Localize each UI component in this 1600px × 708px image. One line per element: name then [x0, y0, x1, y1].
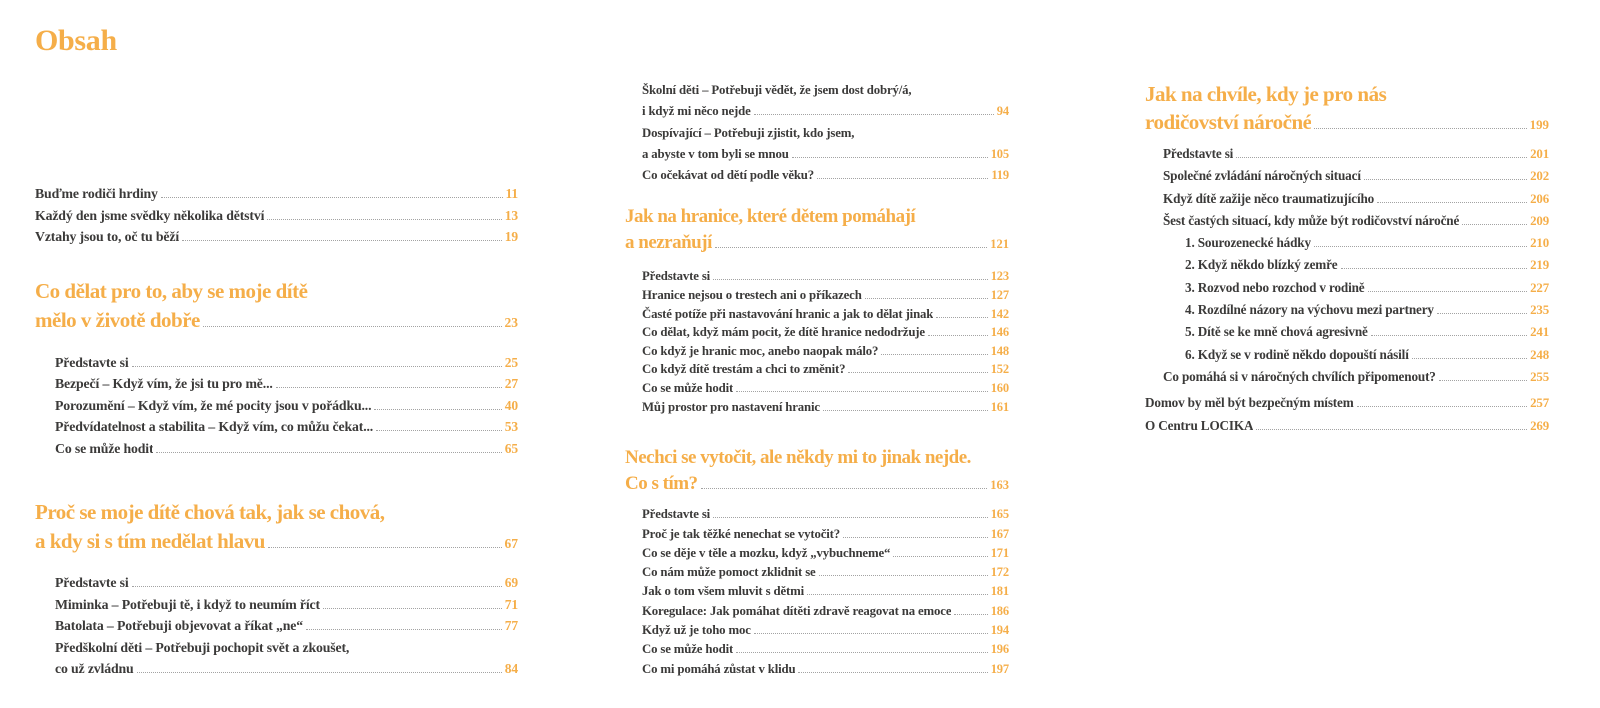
toc-section-heading-line: [35, 306, 518, 337]
toc-entry-label: Co nám může pomoct zklidnit se: [642, 565, 816, 580]
dot-leader: [132, 586, 502, 587]
dot-leader: [843, 537, 988, 538]
dot-leader: [267, 219, 502, 220]
toc-section-heading-text: mělo v životě dobře: [35, 307, 200, 332]
toc-entry-label: Vztahy jsou to, oč tu běží: [35, 229, 180, 244]
dot-leader: [374, 409, 501, 410]
toc-section-heading-line: Jak na chvíle, kdy je pro nás: [1145, 82, 1387, 106]
toc-entry-label: Hranice nejsou o trestech ani o příkazech: [642, 288, 862, 303]
toc-entry-page-number: 40: [504, 397, 518, 413]
toc-entry-page-number: 27: [504, 376, 518, 391]
toc-entry-label: Domov by měl být bezpečným místem: [1145, 395, 1354, 411]
toc-entry-label: Koregulace: Jak pomáhat dítěti zdravě reagovat na emoce: [642, 603, 952, 618]
toc-entry-page-number: 152: [990, 362, 1009, 377]
toc-entry-group: [625, 267, 1009, 416]
toc-entry-page-number: 105: [990, 146, 1009, 161]
toc-entry-page-number: 19: [504, 229, 518, 244]
dot-leader: [881, 354, 987, 355]
toc-entry-page-number: 227: [1530, 280, 1549, 295]
toc-entry-page-number: 11: [505, 186, 518, 201]
toc-entry-label: Šest častých situací, kdy může být rodičovství náročné: [1163, 212, 1460, 228]
toc-entry-label: Co když je hranic moc, anebo naopak málo?: [642, 343, 879, 358]
toc-entry: [1145, 143, 1549, 165]
toc-entry: [625, 398, 1009, 417]
toc-section-heading-text: a kdy si s tím nedělat hlavu: [35, 529, 265, 553]
dot-leader: [954, 614, 987, 615]
toc-entry-continued: [625, 123, 1009, 144]
toc-section-heading-line: [625, 230, 1009, 257]
toc-entry-label: 2. Když někdo blízký zemře: [1185, 257, 1338, 273]
toc-entry-page-number: 235: [1530, 303, 1549, 318]
toc-entry-page-number: 165: [990, 507, 1009, 522]
dot-leader: [893, 556, 987, 557]
toc-entry: [1145, 415, 1549, 437]
toc-entry: [1145, 321, 1549, 343]
dot-leader: [1256, 429, 1527, 430]
toc-entry: [1145, 366, 1549, 388]
toc-entry-page-number: 196: [990, 642, 1009, 657]
toc-entry-continued: [625, 80, 1009, 101]
toc-entry-page-number: 197: [990, 661, 1009, 676]
dot-leader: [701, 488, 988, 489]
toc-entry: [35, 658, 518, 680]
toc-entry-label: Co se děje v těle a mozku, když „vybuchneme“: [642, 545, 891, 560]
toc-entry-label: Buďme rodiči hrdiny: [35, 186, 158, 201]
toc-column-1: [35, 0, 518, 680]
dot-leader: [807, 594, 988, 595]
toc-section-page-number: 163: [990, 478, 1009, 493]
toc-entry-label: Představte si: [1163, 146, 1234, 161]
dot-leader: [376, 430, 502, 431]
toc-entry-page-number: 209: [1530, 213, 1549, 228]
dot-leader: [736, 652, 988, 653]
toc-entry-label: Co dělat, když mám pocit, že dítě hranice nedodržuje: [642, 325, 925, 340]
dot-leader: [276, 387, 502, 388]
toc-entry-label: Proč je tak těžké nenechat se vytočit?: [642, 526, 841, 541]
toc-entry-label: Každý den jsme svědky několika dětství: [35, 207, 265, 223]
dot-leader: [819, 575, 988, 576]
toc-entry: [625, 582, 1009, 601]
toc-section-page-number: 199: [1529, 118, 1549, 132]
dot-leader: [1364, 179, 1527, 180]
toc-section-heading-line: [35, 527, 518, 558]
toc-title: Obsah: [35, 24, 117, 57]
dot-leader: [817, 178, 988, 179]
toc-section-heading-line: [625, 471, 1009, 498]
toc-entry-label: a abyste v tom byli se mnou: [642, 146, 789, 161]
toc-entry-label: 4. Rozdílné názory na výchovu mezi partnery: [1185, 302, 1434, 318]
toc-entry: [1145, 299, 1549, 321]
toc-entry-label: Dospívající – Potřebuji zjistit, kdo jsem,: [642, 125, 855, 140]
dot-leader: [1377, 202, 1527, 203]
dot-leader: [1314, 128, 1526, 129]
dot-leader: [1341, 268, 1528, 269]
dot-leader: [713, 517, 988, 518]
toc-entry-page-number: 77: [504, 618, 518, 633]
dot-leader: [798, 672, 987, 673]
toc-section-heading-text: a nezraňují: [625, 232, 712, 254]
toc-entry: [625, 323, 1009, 342]
dot-leader: [137, 672, 502, 673]
toc-entry-label: Představte si: [642, 507, 711, 522]
toc-entry: [625, 544, 1009, 563]
dot-leader: [1314, 246, 1527, 247]
toc-entry-label: 3. Rozvod nebo rozchod v rodině: [1185, 279, 1365, 295]
toc-entry-page-number: 148: [990, 343, 1009, 358]
toc-section-heading: [625, 204, 1009, 257]
toc-entry-label: 1. Sourozenecké hádky: [1185, 235, 1311, 251]
toc-entry-page-number: 269: [1530, 418, 1549, 433]
toc-entry: [625, 165, 1009, 186]
toc-entry-page-number: 53: [504, 419, 518, 434]
toc-entry: [1145, 232, 1549, 254]
toc-entry-page-number: 84: [504, 661, 518, 676]
toc-entry-label: Bezpečí – Když vím, že jsi tu pro mě...: [55, 376, 273, 391]
toc-entry-page-number: 210: [1530, 236, 1549, 251]
dot-leader: [865, 298, 988, 299]
toc-entry-label: Co se může hodit: [55, 440, 154, 456]
toc-entry-group: [1145, 392, 1549, 437]
toc-entry-page-number: 171: [990, 545, 1009, 560]
toc-entry-label: Školní děti – Potřebuji vědět, že jsem dost dobrý/á,: [642, 83, 912, 97]
toc-entry-page-number: 71: [504, 596, 518, 612]
toc-entry-label: Co se může hodit: [642, 381, 734, 396]
toc-entry: [35, 615, 518, 637]
toc-entry: [1145, 210, 1549, 232]
dot-leader: [1462, 224, 1527, 225]
dot-leader: [132, 366, 502, 367]
toc-entry: [1145, 188, 1549, 210]
toc-entry-label: Co očekávat od dětí podle věku?: [642, 168, 815, 183]
toc-entry-group: [625, 505, 1009, 679]
toc-entry: [625, 505, 1009, 524]
toc-entry-page-number: 146: [990, 325, 1009, 340]
dot-leader: [156, 452, 501, 453]
toc-entry-label: Miminka – Potřebuji tě, i když to neumím říct: [55, 596, 320, 612]
toc-entry-page-number: 161: [990, 399, 1009, 414]
toc-entry: [625, 621, 1009, 640]
toc-entry-page-number: 248: [1530, 347, 1549, 362]
toc-entry: [1145, 277, 1549, 299]
toc-entry: [625, 360, 1009, 379]
toc-column-2: [625, 0, 1009, 679]
toc-entry-label: Co když dítě trestám a chci to změnit?: [642, 362, 846, 377]
toc-section-heading-line: Nechci se vytočit, ale někdy mi to jinak nejde.: [625, 447, 971, 469]
toc-section-heading-line: [1145, 108, 1549, 139]
toc-entry: [625, 563, 1009, 582]
toc-entry-label: Co mi pomáhá zůstat v klidu: [642, 661, 796, 676]
toc-entry-label: Jak o tom všem mluvit s dětmi: [642, 584, 804, 599]
toc-entry-page-number: 65: [504, 440, 518, 456]
toc-entry-page-number: 94: [996, 104, 1009, 119]
toc-section-page-number: 67: [504, 536, 518, 551]
dot-leader: [306, 629, 502, 630]
toc-entry-page-number: 181: [990, 584, 1009, 599]
toc-entry-label: Když už je toho moc: [642, 623, 751, 638]
toc-entry: [625, 342, 1009, 361]
toc-entry-group: [35, 352, 518, 460]
toc-section-heading: [1145, 80, 1549, 139]
toc-entry-label: Co pomáhá si v náročných chvílích připomenout?: [1163, 368, 1436, 384]
toc-entry-label: Předškolní děti – Potřebuji pochopit svět a zkoušet,: [55, 639, 350, 655]
dot-leader: [1439, 380, 1527, 381]
toc-section-heading-line: Co dělat pro to, aby se moje dítě: [35, 278, 308, 303]
dot-leader: [715, 247, 987, 248]
toc-entry-page-number: 160: [990, 381, 1009, 396]
dot-leader: [268, 547, 502, 548]
toc-section-heading: [35, 277, 518, 337]
dot-leader: [1357, 406, 1528, 407]
toc-entry: [35, 416, 518, 438]
dot-leader: [1412, 358, 1527, 359]
toc-section-heading-line: Jak na hranice, které dětem pomáhají: [625, 206, 916, 228]
toc-entry: [625, 379, 1009, 398]
toc-entry-label: Představte si: [642, 269, 711, 284]
toc-entry: [35, 395, 518, 417]
toc-entry: [625, 267, 1009, 286]
toc-entry: [1145, 165, 1549, 187]
toc-entry-group: [35, 572, 518, 680]
toc-entry-page-number: 241: [1530, 325, 1549, 340]
dot-leader: [754, 114, 994, 115]
toc-entry-label: 6. Když se v rodině někdo dopouští násilí: [1185, 346, 1409, 362]
toc-entry-page-number: 142: [990, 306, 1009, 321]
toc-entry: [35, 594, 518, 616]
toc-entry-label: Porozumění – Když vím, že mé pocity jsou v pořádku...: [55, 397, 372, 413]
dot-leader: [323, 608, 502, 609]
dot-leader: [1236, 157, 1527, 158]
toc-entry: [625, 144, 1009, 165]
toc-entry-label: 5. Dítě se ke mně chová agresivně: [1185, 324, 1368, 340]
toc-entry-label: Co se může hodit: [642, 642, 734, 657]
toc-entry: [625, 660, 1009, 679]
toc-entry: [35, 572, 518, 594]
toc-entry: [625, 525, 1009, 544]
toc-entry-page-number: 206: [1530, 191, 1549, 206]
toc-entry-label: Předvídatelnost a stabilita – Když vím, co můžu čekat...: [55, 419, 374, 434]
toc-entry: [35, 183, 518, 205]
toc-entry-page-number: 69: [504, 575, 518, 590]
toc-entry: [1145, 392, 1549, 414]
toc-entry-label: co už zvládnu: [55, 661, 134, 676]
toc-entry: [625, 101, 1009, 122]
toc-entry-label: Společné zvládání náročných situací: [1163, 168, 1361, 184]
toc-entry-page-number: 255: [1530, 369, 1549, 384]
toc-entry-page-number: 186: [990, 603, 1009, 618]
toc-entry: [625, 286, 1009, 305]
dot-leader: [1371, 335, 1527, 336]
toc-entry-continued: [35, 637, 518, 659]
dot-leader: [823, 410, 988, 411]
toc-entry-label: Časté potíže při nastavování hranic a jak to dělat jinak: [642, 306, 934, 321]
toc-entry-page-number: 25: [504, 354, 518, 370]
toc-section-heading-text: Co s tím?: [625, 473, 698, 495]
toc-entry: [35, 438, 518, 460]
toc-entry: [35, 205, 518, 227]
toc-entry-page-number: 257: [1530, 396, 1549, 411]
toc-entry: [1145, 254, 1549, 276]
toc-entry-label: Když dítě zažije něco traumatizujícího: [1163, 190, 1375, 206]
dot-leader: [792, 157, 988, 158]
toc-entry: [35, 373, 518, 395]
toc-column-3: [1145, 0, 1549, 437]
toc-entry-label: Můj prostor pro nastavení hranic: [642, 399, 820, 414]
toc-entry-page-number: 167: [990, 526, 1009, 541]
toc-entry-group: [1145, 143, 1549, 388]
dot-leader: [203, 326, 502, 327]
toc-section-heading: [625, 445, 1009, 498]
dot-leader: [754, 633, 988, 634]
toc-entry-page-number: 127: [990, 288, 1009, 303]
dot-leader: [936, 317, 987, 318]
toc-entry-page-number: 194: [990, 623, 1009, 638]
toc-entry-group: [35, 183, 518, 248]
dot-leader: [1368, 291, 1528, 292]
toc-entry-label: i když mi něco nejde: [642, 104, 751, 119]
toc-entry: [625, 640, 1009, 659]
dot-leader: [928, 335, 988, 336]
toc-entry-label: Představte si: [55, 354, 129, 370]
toc-entry-label: Představte si: [55, 575, 129, 590]
toc-entry-page-number: 172: [990, 565, 1009, 580]
toc-entry: [35, 352, 518, 374]
toc-entry-group: [625, 80, 1009, 186]
toc-entry: [35, 226, 518, 248]
dot-leader: [182, 240, 502, 241]
toc-entry: [625, 602, 1009, 621]
toc-entry-page-number: 202: [1530, 169, 1549, 184]
toc-entry: [625, 305, 1009, 324]
dot-leader: [736, 391, 988, 392]
toc-entry-page-number: 119: [991, 168, 1009, 183]
toc-section-page-number: 23: [504, 314, 518, 330]
toc-entry-label: Batolata – Potřebuji objevovat a říkat „ne“: [55, 618, 303, 633]
toc-section-page-number: 121: [990, 237, 1009, 252]
toc-entry-page-number: 13: [504, 207, 518, 223]
toc-entry-page-number: 219: [1530, 258, 1549, 273]
toc-entry-label: O Centru LOCIKA: [1145, 417, 1254, 433]
toc-entry: [1145, 344, 1549, 366]
dot-leader: [713, 279, 988, 280]
toc-entry-page-number: 201: [1530, 147, 1549, 161]
toc-section-heading-line: Proč se moje dítě chová tak, jak se chová,: [35, 500, 385, 524]
toc-entry-page-number: 123: [990, 269, 1009, 284]
toc-section-heading: [35, 498, 518, 558]
dot-leader: [161, 197, 503, 198]
dot-leader: [1437, 313, 1527, 314]
dot-leader: [848, 372, 987, 373]
toc-section-heading-text: rodičovství náročné: [1145, 110, 1312, 134]
